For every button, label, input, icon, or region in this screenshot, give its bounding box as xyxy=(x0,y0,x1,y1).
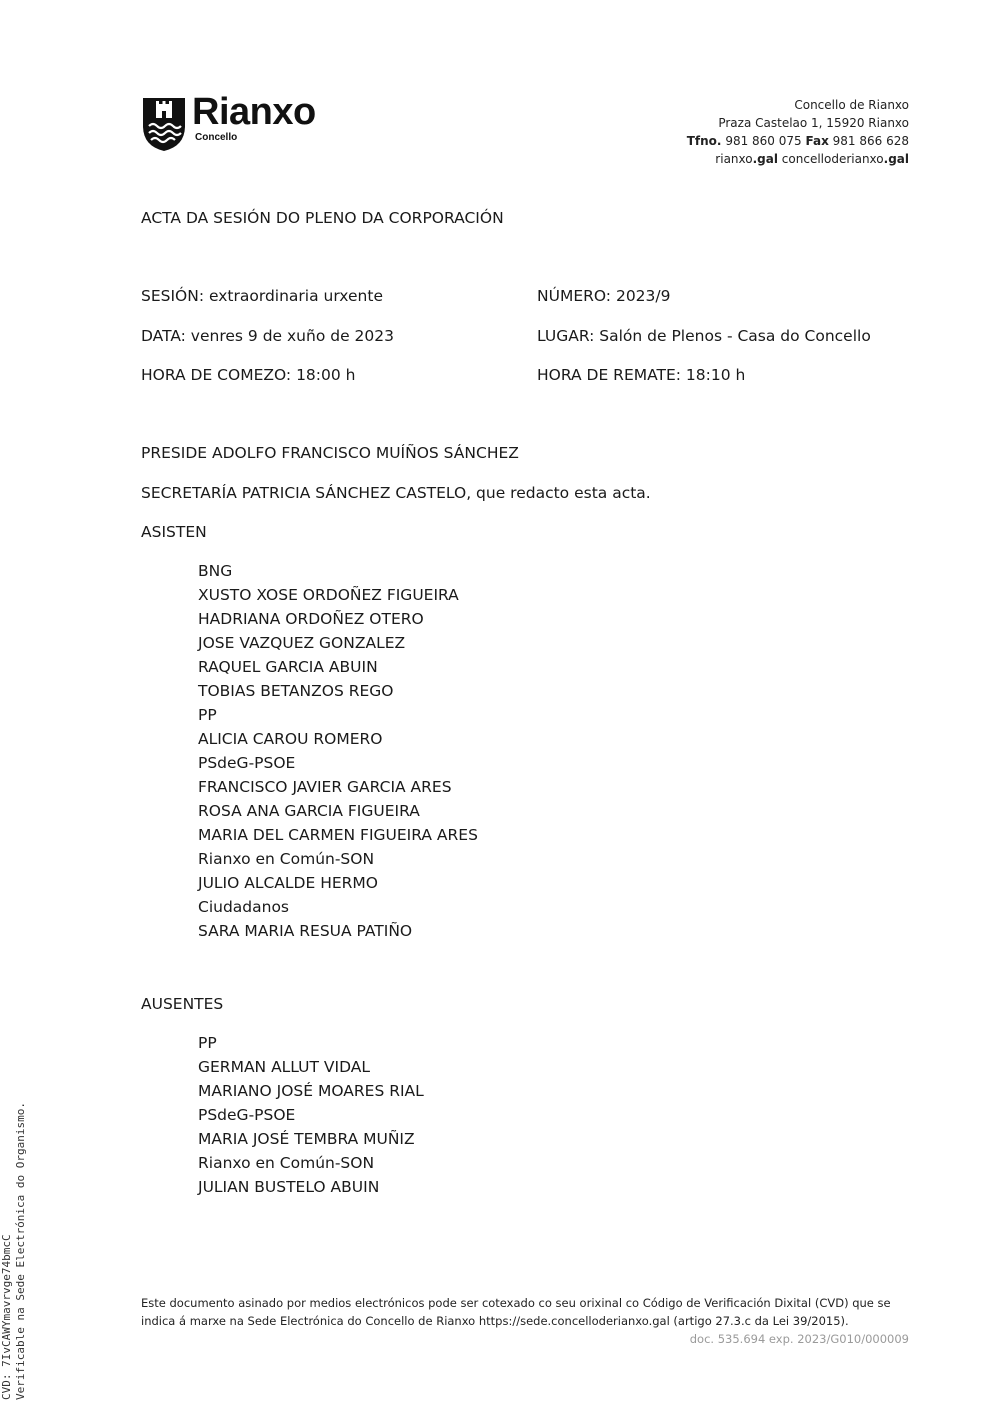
list-item: PP xyxy=(198,706,217,724)
attendees-list xyxy=(198,559,478,943)
list-item: JULIO ALCALDE HERMO xyxy=(198,874,378,892)
absentees-list xyxy=(198,1031,424,1199)
website-link-2[interactable] xyxy=(782,152,909,166)
website-2-tld: .gal xyxy=(883,152,909,166)
website-2-name: concelloderianxo xyxy=(781,152,884,166)
session-place: LUGAR: Salón de Plenos - Casa do Concello xyxy=(537,327,871,345)
org-name: Concello de Rianxo xyxy=(794,98,909,112)
logo-wordmark: Rianxo xyxy=(192,91,316,133)
list-item: HADRIANA ORDOÑEZ OTERO xyxy=(198,610,424,628)
secretary-line: SECRETARÍA PATRICIA SÁNCHEZ CASTELO, que redacto esta acta. xyxy=(141,484,651,502)
fax-label: Fax xyxy=(805,134,829,148)
list-item: PSdeG-PSOE xyxy=(198,754,296,772)
list-item: SARA MARIA RESUA PATIÑO xyxy=(198,922,413,940)
list-item: XUSTO XOSE ORDOÑEZ FIGUEIRA xyxy=(198,586,459,604)
tel-value: 981 860 075 xyxy=(725,134,802,148)
session-type: SESIÓN: extraordinaria urxente xyxy=(141,287,383,305)
list-item: Rianxo en Común-SON xyxy=(198,1154,375,1172)
list-item: ROSA ANA GARCIA FIGUEIRA xyxy=(198,802,420,820)
website-1-tld: .gal xyxy=(752,152,778,166)
concello-logo xyxy=(141,91,351,154)
list-item: Rianxo en Común-SON xyxy=(198,850,375,868)
list-item: MARIA JOSÉ TEMBRA MUÑIZ xyxy=(198,1130,415,1148)
start-time: HORA DE COMEZO: 18:00 h xyxy=(141,366,356,384)
website-link-1[interactable] xyxy=(715,152,778,166)
attendees-heading: ASISTEN xyxy=(141,523,207,541)
org-websites xyxy=(687,150,909,168)
website-1-name: rianxo xyxy=(715,152,753,166)
org-address: Praza Castelao 1, 15920 Rianxo xyxy=(718,116,909,130)
side-verification-stamp xyxy=(0,1030,28,1400)
contact-block xyxy=(687,96,909,168)
list-item: PP xyxy=(198,1034,217,1052)
list-item: MARIANO JOSÉ MOARES RIAL xyxy=(198,1082,424,1100)
preside-line: PRESIDE ADOLFO FRANCISCO MUÍÑOS SÁNCHEZ xyxy=(141,444,519,462)
verification-text: Verificable na Sede Electrónica do Organismo. xyxy=(14,1101,27,1400)
tel-label: Tfno. xyxy=(686,134,722,148)
verification-notice: Este documento asinado por medios electrónicos pode ser cotexado co seu orixinal co Código de Verificación Dixital (CVD) que se indica á marxe na Sede Electrónica do Concello de Rianxo https://sede.concelloderianxo.gal (artigo 27.3.c da Lei 39/2015). xyxy=(141,1296,891,1328)
list-item: Ciudadanos xyxy=(198,898,290,916)
list-item: ALICIA CAROU ROMERO xyxy=(198,730,383,748)
session-date: DATA: venres 9 de xuño de 2023 xyxy=(141,327,394,345)
coat-of-arms-icon xyxy=(141,96,187,152)
absentees-heading: AUSENTES xyxy=(141,995,224,1013)
document-title: ACTA DA SESIÓN DO PLENO DA CORPORACIÓN xyxy=(141,209,504,227)
fax-value: 981 866 628 xyxy=(832,134,909,148)
list-item: TOBIAS BETANZOS REGO xyxy=(198,682,394,700)
list-item: JOSE VAZQUEZ GONZALEZ xyxy=(198,634,406,652)
list-item: RAQUEL GARCIA ABUIN xyxy=(198,658,378,676)
list-item: JULIAN BUSTELO ABUIN xyxy=(198,1178,380,1196)
cvd-code: CVD: 7IvCAWYmavrvge74bmcC xyxy=(0,1234,13,1400)
list-item: GERMAN ALLUT VIDAL xyxy=(198,1058,370,1076)
org-phones xyxy=(687,132,909,150)
document-reference: doc. 535.694 exp. 2023/G010/000009 xyxy=(689,1332,909,1346)
logo-subtitle: Concello xyxy=(195,132,238,143)
end-time: HORA DE REMATE: 18:10 h xyxy=(537,366,746,384)
list-item: BNG xyxy=(198,562,233,580)
session-number: NÚMERO: 2023/9 xyxy=(537,287,671,305)
list-item: PSdeG-PSOE xyxy=(198,1106,296,1124)
list-item: MARIA DEL CARMEN FIGUEIRA ARES xyxy=(198,826,478,844)
list-item: FRANCISCO JAVIER GARCIA ARES xyxy=(198,778,452,796)
